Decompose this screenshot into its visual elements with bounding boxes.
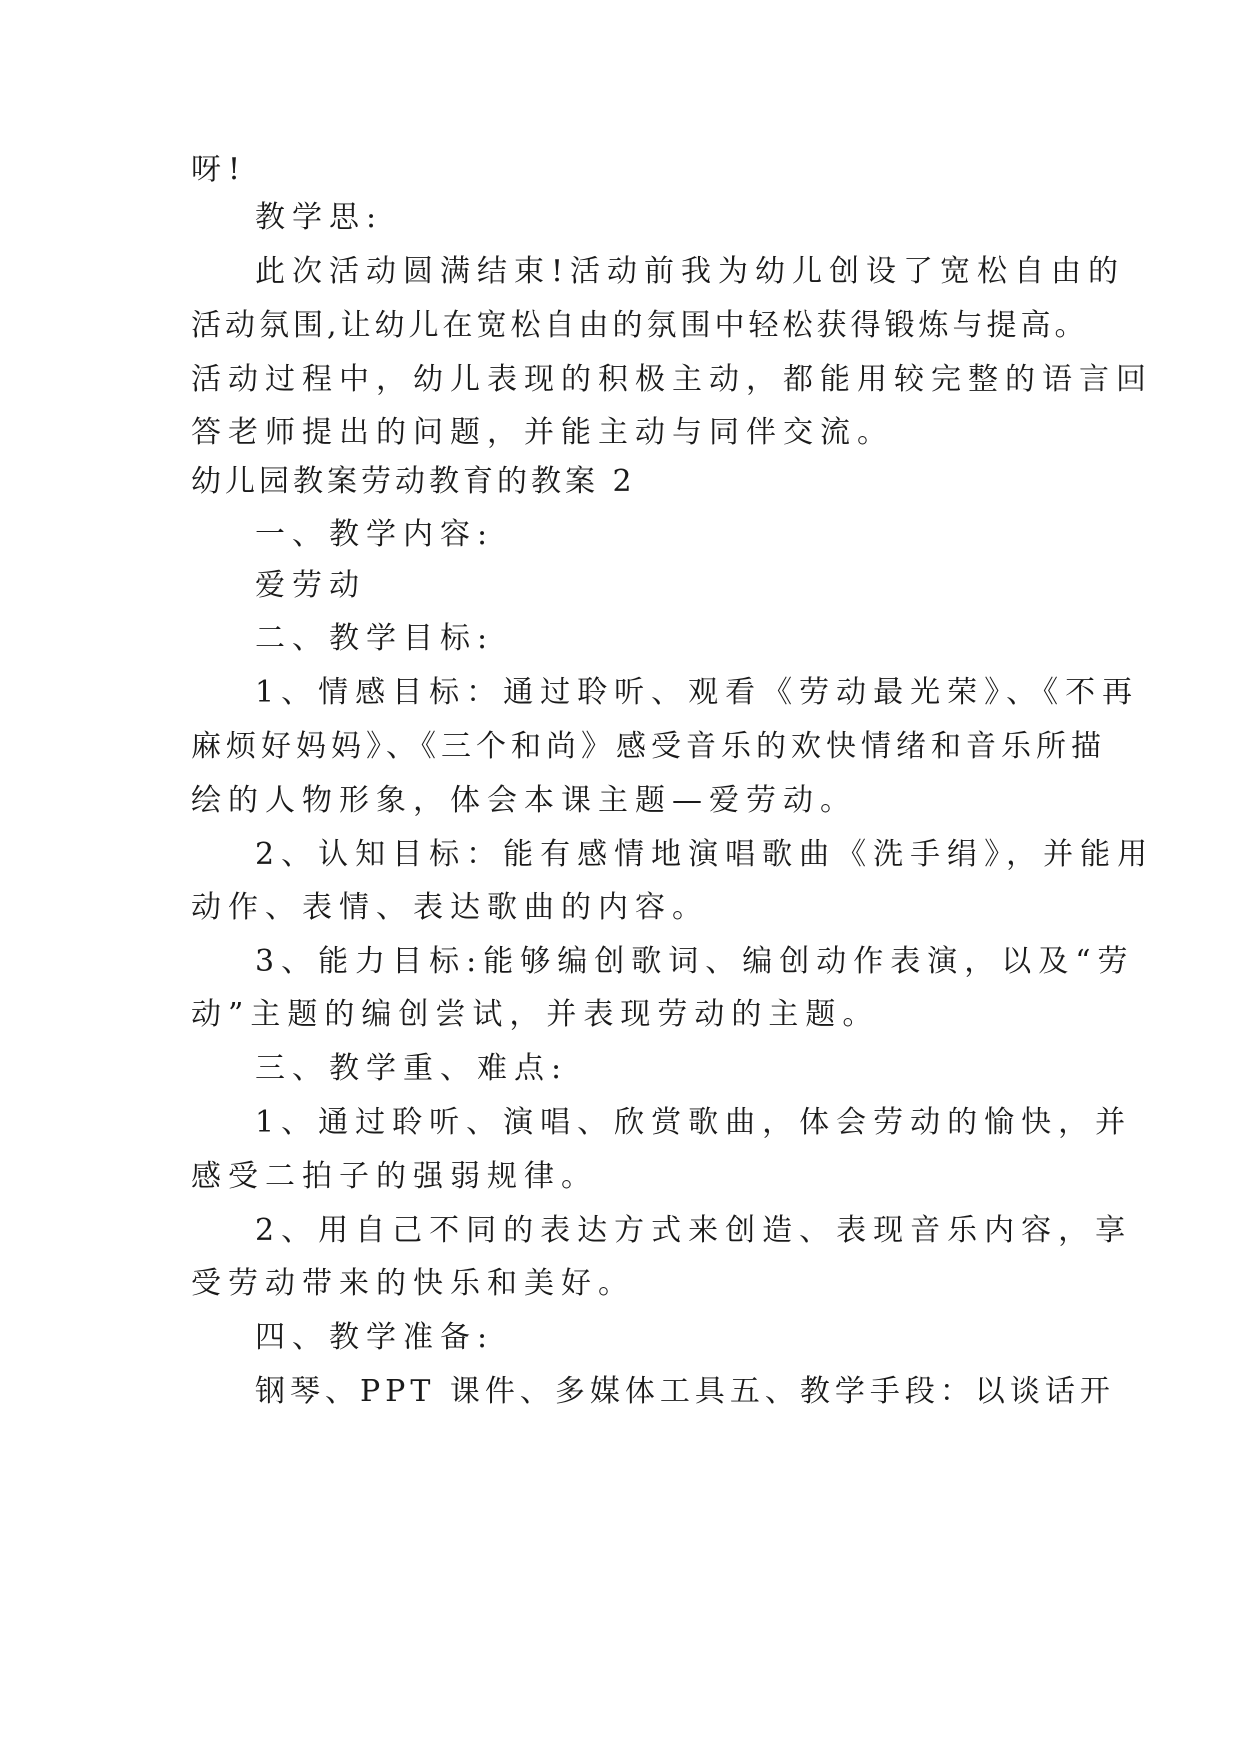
section-heading: 一、教学内容: — [255, 517, 495, 552]
text-line: 呀! — [191, 152, 248, 187]
paragraph-line: 活动氛围,让幼儿在宽松自由的氛围中轻松获得锻炼与提高。 — [191, 308, 1089, 343]
paragraph-line: 2、认知目标：能有感情地演唱歌曲《洗手绢》，并能用 — [255, 837, 1155, 872]
paragraph-line: 2、用自己不同的表达方式来创造、表现音乐内容，享 — [255, 1213, 1133, 1248]
section-heading: 四、教学准备: — [255, 1320, 495, 1355]
paragraph-line: 此次活动圆满结束!活动前我为幼儿创设了宽松自由的 — [255, 254, 1126, 289]
paragraph-line: 麻烦好妈妈》、《三个和尚》感受音乐的欢快情绪和音乐所描 — [191, 729, 1106, 764]
paragraph-line: 爱劳动 — [255, 568, 366, 603]
paragraph-line: 活动过程中，幼儿表现的积极主动，都能用较完整的语言回 — [191, 362, 1153, 397]
paragraph-line: 动作、表情、表达歌曲的内容。 — [191, 890, 709, 925]
section-heading: 二、教学目标: — [255, 621, 495, 656]
paragraph-line: 动”主题的编创尝试，并表现劳动的主题。 — [191, 997, 880, 1032]
paragraph-line: 答老师提出的问题，并能主动与同伴交流。 — [191, 415, 894, 450]
paragraph-line: 绘的人物形象，体会本课主题—爱劳动。 — [191, 783, 857, 818]
section-heading: 教学思: — [255, 200, 384, 235]
paragraph-line: 1、通过聆听、演唱、欣赏歌曲，体会劳动的愉快，并 — [255, 1105, 1133, 1140]
paragraph-line: 1、情感目标：通过聆听、观看《劳动最光荣》、《不再 — [255, 675, 1140, 710]
paragraph-line: 钢琴、PPT 课件、多媒体工具五、教学手段：以谈话开 — [255, 1374, 1115, 1409]
section-heading: 三、教学重、难点: — [255, 1051, 569, 1086]
paragraph-line: 受劳动带来的快乐和美好。 — [191, 1266, 635, 1301]
document-title: 幼儿园教案劳动教育的教案 2 — [191, 464, 636, 499]
paragraph-line: 感受二拍子的强弱规律。 — [191, 1159, 598, 1194]
paragraph-line: 3、能力目标:能够编创歌词、编创动作表演，以及“劳 — [255, 944, 1135, 979]
